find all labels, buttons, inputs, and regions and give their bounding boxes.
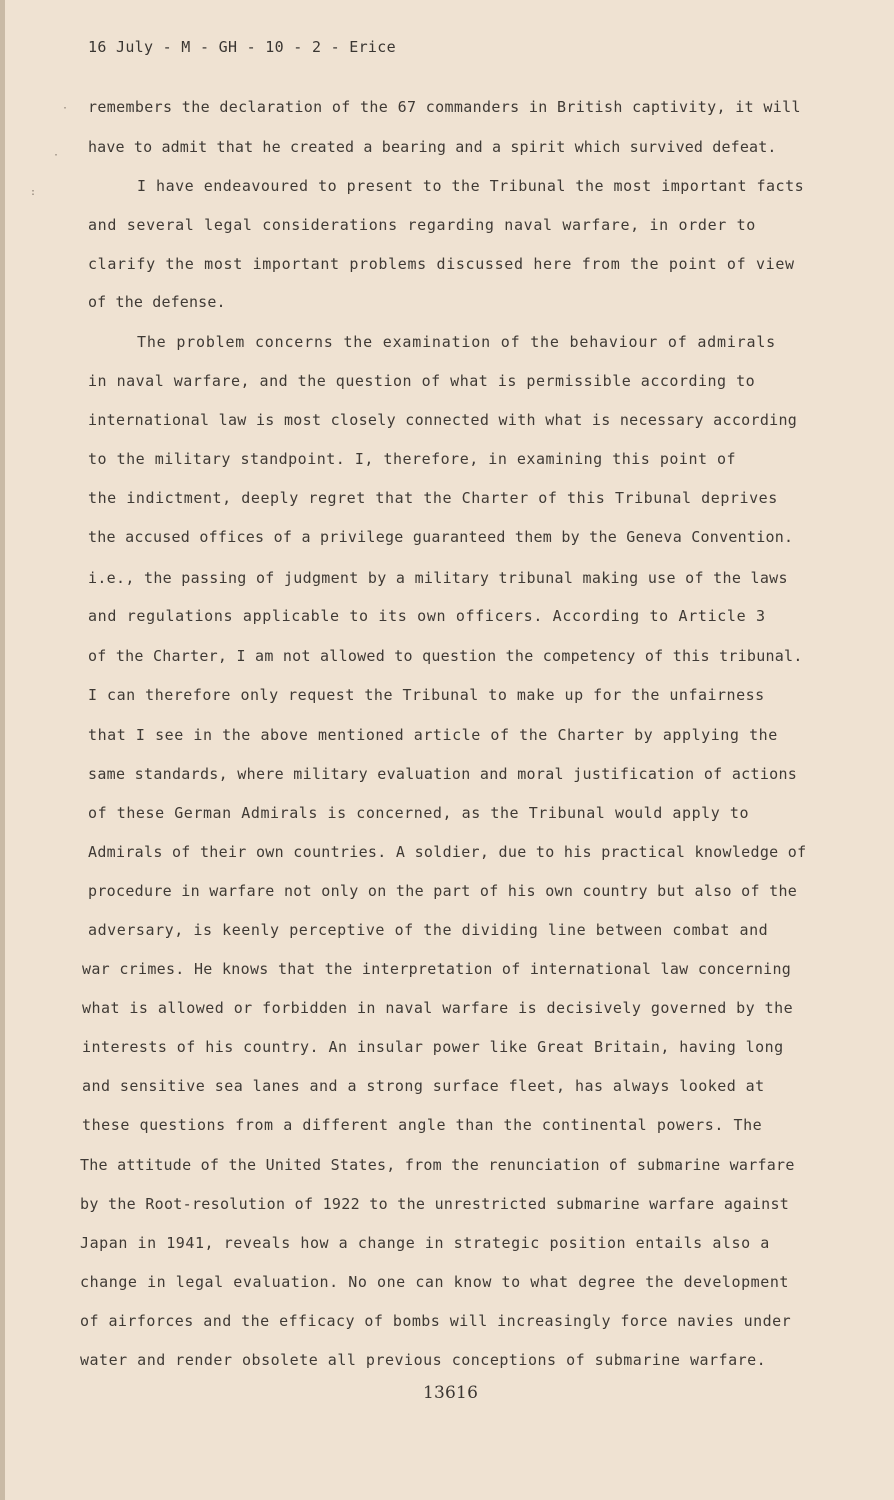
ink-mark-lower: : xyxy=(30,187,37,198)
text-line-3: I have endeavoured to present to the Tribunal the most important facts xyxy=(137,177,805,195)
document-header: 16 July - M - GH - 10 - 2 - Erice xyxy=(88,38,396,56)
ink-mark-middle: · xyxy=(53,150,60,161)
text-line-18: same standards, where military evaluation and moral justification of actions xyxy=(88,765,798,783)
ink-mark-top: · xyxy=(62,103,69,114)
text-line-2: have to admit that he created a bearing and a spirit which survived defeat. xyxy=(88,138,777,156)
text-line-11: the indictment, deeply regret that the Charter of this Tribunal deprives xyxy=(88,489,778,507)
text-line-7: The problem concerns the examination of the behaviour of admirals xyxy=(137,333,776,351)
text-line-33: water and render obsolete all previous conceptions of submarine warfare. xyxy=(80,1351,767,1369)
text-line-5: clarify the most important problems discussed here from the point of view xyxy=(88,255,795,273)
text-line-26: and sensitive sea lanes and a strong surface fleet, has always looked at xyxy=(82,1077,765,1095)
text-line-16: I can therefore only request the Tribunal to make up for the unfairness xyxy=(88,686,765,704)
text-line-9: international law is most closely connected with what is necessary according xyxy=(88,411,798,429)
text-line-24: what is allowed or forbidden in naval warfare is decisively governed by the xyxy=(82,999,794,1017)
text-line-21: procedure in warfare not only on the part of his own country but also of the xyxy=(88,882,798,900)
text-line-10: to the military standpoint. I, therefore, in examining this point of xyxy=(88,450,737,468)
text-line-1: remembers the declaration of the 67 commanders in British captivity, it will xyxy=(88,98,801,116)
text-line-29: by the Root-resolution of 1922 to the unrestricted submarine warfare against xyxy=(80,1195,790,1213)
text-line-25: interests of his country. An insular power like Great Britain, having long xyxy=(82,1038,784,1056)
text-line-28: The attitude of the United States, from the renunciation of submarine warfare xyxy=(80,1156,795,1174)
text-line-17: that I see in the above mentioned article of the Charter by applying the xyxy=(88,726,778,744)
text-line-12: the accused offices of a privilege guaranteed them by the Geneva Convention. xyxy=(88,528,794,546)
text-line-8: in naval warfare, and the question of what is permissible according to xyxy=(88,372,756,390)
text-line-15: of the Charter, I am not allowed to question the competency of this tribunal. xyxy=(88,647,803,665)
text-line-30: Japan in 1941, reveals how a change in strategic position entails also a xyxy=(80,1234,770,1252)
text-line-4: and several legal considerations regarding naval warfare, in order to xyxy=(88,216,756,234)
text-line-27: these questions from a different angle than the continental powers. The xyxy=(82,1116,763,1134)
page-number: 13616 xyxy=(423,1383,479,1403)
text-line-32: of airforces and the efficacy of bombs will increasingly force navies under xyxy=(80,1312,792,1330)
text-line-6: of the defense. xyxy=(88,293,226,311)
text-line-19: of these German Admirals is concerned, as the Tribunal would apply to xyxy=(88,804,750,822)
text-line-13: i.e., the passing of judgment by a military tribunal making use of the laws xyxy=(88,569,788,587)
text-line-14: and regulations applicable to its own officers. According to Article 3 xyxy=(88,607,766,625)
text-line-31: change in legal evaluation. No one can know to what degree the development xyxy=(80,1273,789,1291)
text-line-20: Admirals of their own countries. A soldier, due to his practical knowledge of xyxy=(88,843,807,861)
text-line-23: war crimes. He knows that the interpretation of international law concerning xyxy=(82,960,792,978)
text-line-22: adversary, is keenly perceptive of the dividing line between combat and xyxy=(88,921,769,939)
